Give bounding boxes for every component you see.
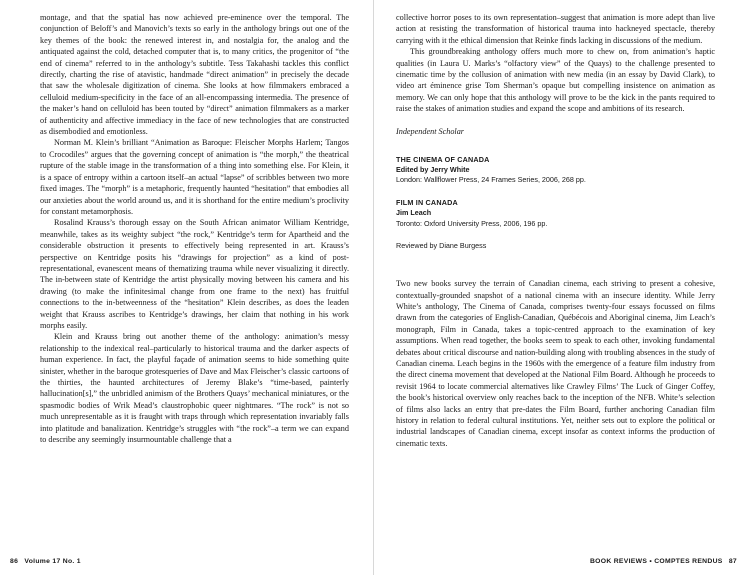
paragraph: Norman M. Klein’s brilliant “Animation as Baroque: Fleischer Morphs Harlem; Tangos to Crocodiles” argues that the governing concept of animation is “the morph,” the theatrical rupture of the stable image in the transformation of a thing into something else. For Klein, it is a space of entropy within a cartoon itself–an actual “lapse” of scribbles between two more fixed images. The “morph” is a metaphoric, frequently haunted “hesitation” that embodies all our anxieties about the world around us, and it is shorthand for the entire medium’s proclivity for constant metamorphosis.: [40, 138, 349, 216]
paragraph: Two new books survey the terrain of Canadian cinema, each striving to present a cohesive, contextually-grounded snapshot of a national cinema with an insecure identity. While Jerry White’s anthology, The Cinema of Canada, comprises twenty-four essays focussed on films drawn from the categories of English-Canadian, Québécois and Aboriginal cinema, Jim Leach’s monograph, Film in Canada, takes a topic-centred approach to the examination of key assumptions. When read together, the books seem to speak to each other, invoking fundamental debates about critical discourse and nation-building along with troubling absences in the study of Canadian cinema. Leach begins in the 1960s with the emergence of a feature film industry from the direct cinema movement that developed at the National Film Board. Although he proceeds to revisit 1964 to locate commercial alternatives like Crawley Films’ The Luck of Ginger Coffey, the book’s historical overview only reaches back to the inception of the NFB. White’s selection of films also lacks an entry that pre-dates the Film Board, further anchoring Canadian film history in relation to federal cultural institutions. Yet, neither sets out to explore the political or industrial landscapes of Canadian cinema, except insofar as context informs the production of cinematic texts.: [396, 279, 715, 448]
book-publisher: London: Wallflower Press, 24 Frames Series, 2006, 268 pp.: [396, 175, 586, 185]
book-publisher: Toronto: Oxford University Press, 2006, 196 pp.: [396, 218, 548, 228]
book-title: THE CINEMA OF CANADA: [396, 154, 490, 164]
book-author: Edited by Jerry White: [396, 165, 470, 175]
journal-volume: Volume 17 No. 1: [24, 558, 81, 565]
book-entry: [396, 155, 715, 186]
left-folio: [10, 558, 81, 565]
right-body-text: [396, 12, 715, 115]
right-page: [374, 0, 747, 575]
paragraph: collective horror poses to its own representation–suggest that animation is more adept than live action at resisting the transformation of historical trauma into hackneyed spectacle, thereby carrying with it the ethical dimension that Reinke finds lacking in discussions of the medium.: [396, 13, 715, 45]
paragraph: montage, and that the spatial has now achieved pre-eminence over the temporal. The conjunction of Beloff’s and Manovich’s texts so early in the anthology brings out one of the key themes of the book: the renewed interest in, and nostalgia for, the analog and the antiquated against the cold, detached computer that is, to many critics, the progenitor of “the end of cinema” referred to in the anthology’s subtitle. Tess Takahashi tackles this conflict directly, charting the rise of atavistic, handmade “direct animation” in precisely the decade that saw the wholesale digitization of cinema. She looks at how filmmakers embraced a celluloid medium-specificity in the face of an all-encompassing intermedia. The presence of the maker’s hand on celluloid has been touted by “direct” animation filmmakers as a marker of authenticity and affective immediacy in the face of new technologies that are constructed as disembodied and emotionless.: [40, 13, 349, 137]
book-entry: [396, 198, 715, 229]
paragraph: Rosalind Krauss’s thorough essay on the South African animator William Kentridge, meanwhile, takes as its weighty subject “the rock,” Kentridge’s term for Apartheid and the considerable obstruction it presents to effectively being represented in art. Krauss’s perspective on Kentridge posits his “drawings for projection” as a kind of post-representational, evanescent means of thematizing trauma while never visualizing it directly. The in-between state of Kentridge the artist physically moving between his camera and his drawing (to make the infinitesimal change from one frame to the next) has fruitful connections to the in-betweenness of the “hesitation” Klein describes, as does the leaden weight that Krauss ascribes to Kentridge’s drawings, her claim that nothing in his work morphs easily.: [40, 218, 349, 330]
review-body-text: [396, 278, 715, 449]
paragraph: This groundbreaking anthology offers much more to chew on, from animation’s haptic qualities (in Laura U. Marks’s “olfactory view” of the Quays) to the challenge presented to cinematic time by the collusion of animation with new media (in an essay by David Clark), to video art éminence grise Tom Sherman’s opaque but compelling insistence on animation as memory. We can only hope that this anthology will prove to be the kick in the pants required to raise the stakes of animation studies and expand the scope and ambitions of its research.: [396, 47, 715, 114]
paragraph: Klein and Krauss bring out another theme of the anthology: animation’s messy relationship to the indexical real–particularly to historical trauma and the darker aspects of human experience. In fact, the playful façade of animation seems to hide something quite sinister, whether in the baroque grotesqueries of Dave and Max Fleischer’s classic cartoons of the thirties, the haunted architectures of Jeremy Blake’s “time-based, painterly hallucination[s],” the unbridled animism of the Brothers Quays’ mechanical miniatures, or the spasmodic bodies of Wrik Mead’s claustrophobic queer nightmares. “The rock” is not so much unrepresentable as it is fraught with traps through which representation invariably falls into platitude and banalization. Kentridge’s struggles with “the rock”–a term we can expand to describe any seemingly insurmountable challenge that a: [40, 332, 349, 445]
book-title: FILM IN CANADA: [396, 197, 458, 207]
left-page: [0, 0, 373, 575]
page-number: 86: [10, 558, 19, 565]
book-author: Jim Leach: [396, 208, 432, 218]
reviewer-name: Reviewed by Diane Burgess: [396, 241, 487, 251]
section-title: BOOK REVIEWS • COMPTES RENDUS: [589, 558, 723, 565]
reviewer-affiliation: Independent Scholar: [396, 126, 464, 136]
page-number: 87: [728, 558, 737, 565]
right-folio: [590, 558, 737, 565]
left-body-text: [40, 12, 349, 445]
